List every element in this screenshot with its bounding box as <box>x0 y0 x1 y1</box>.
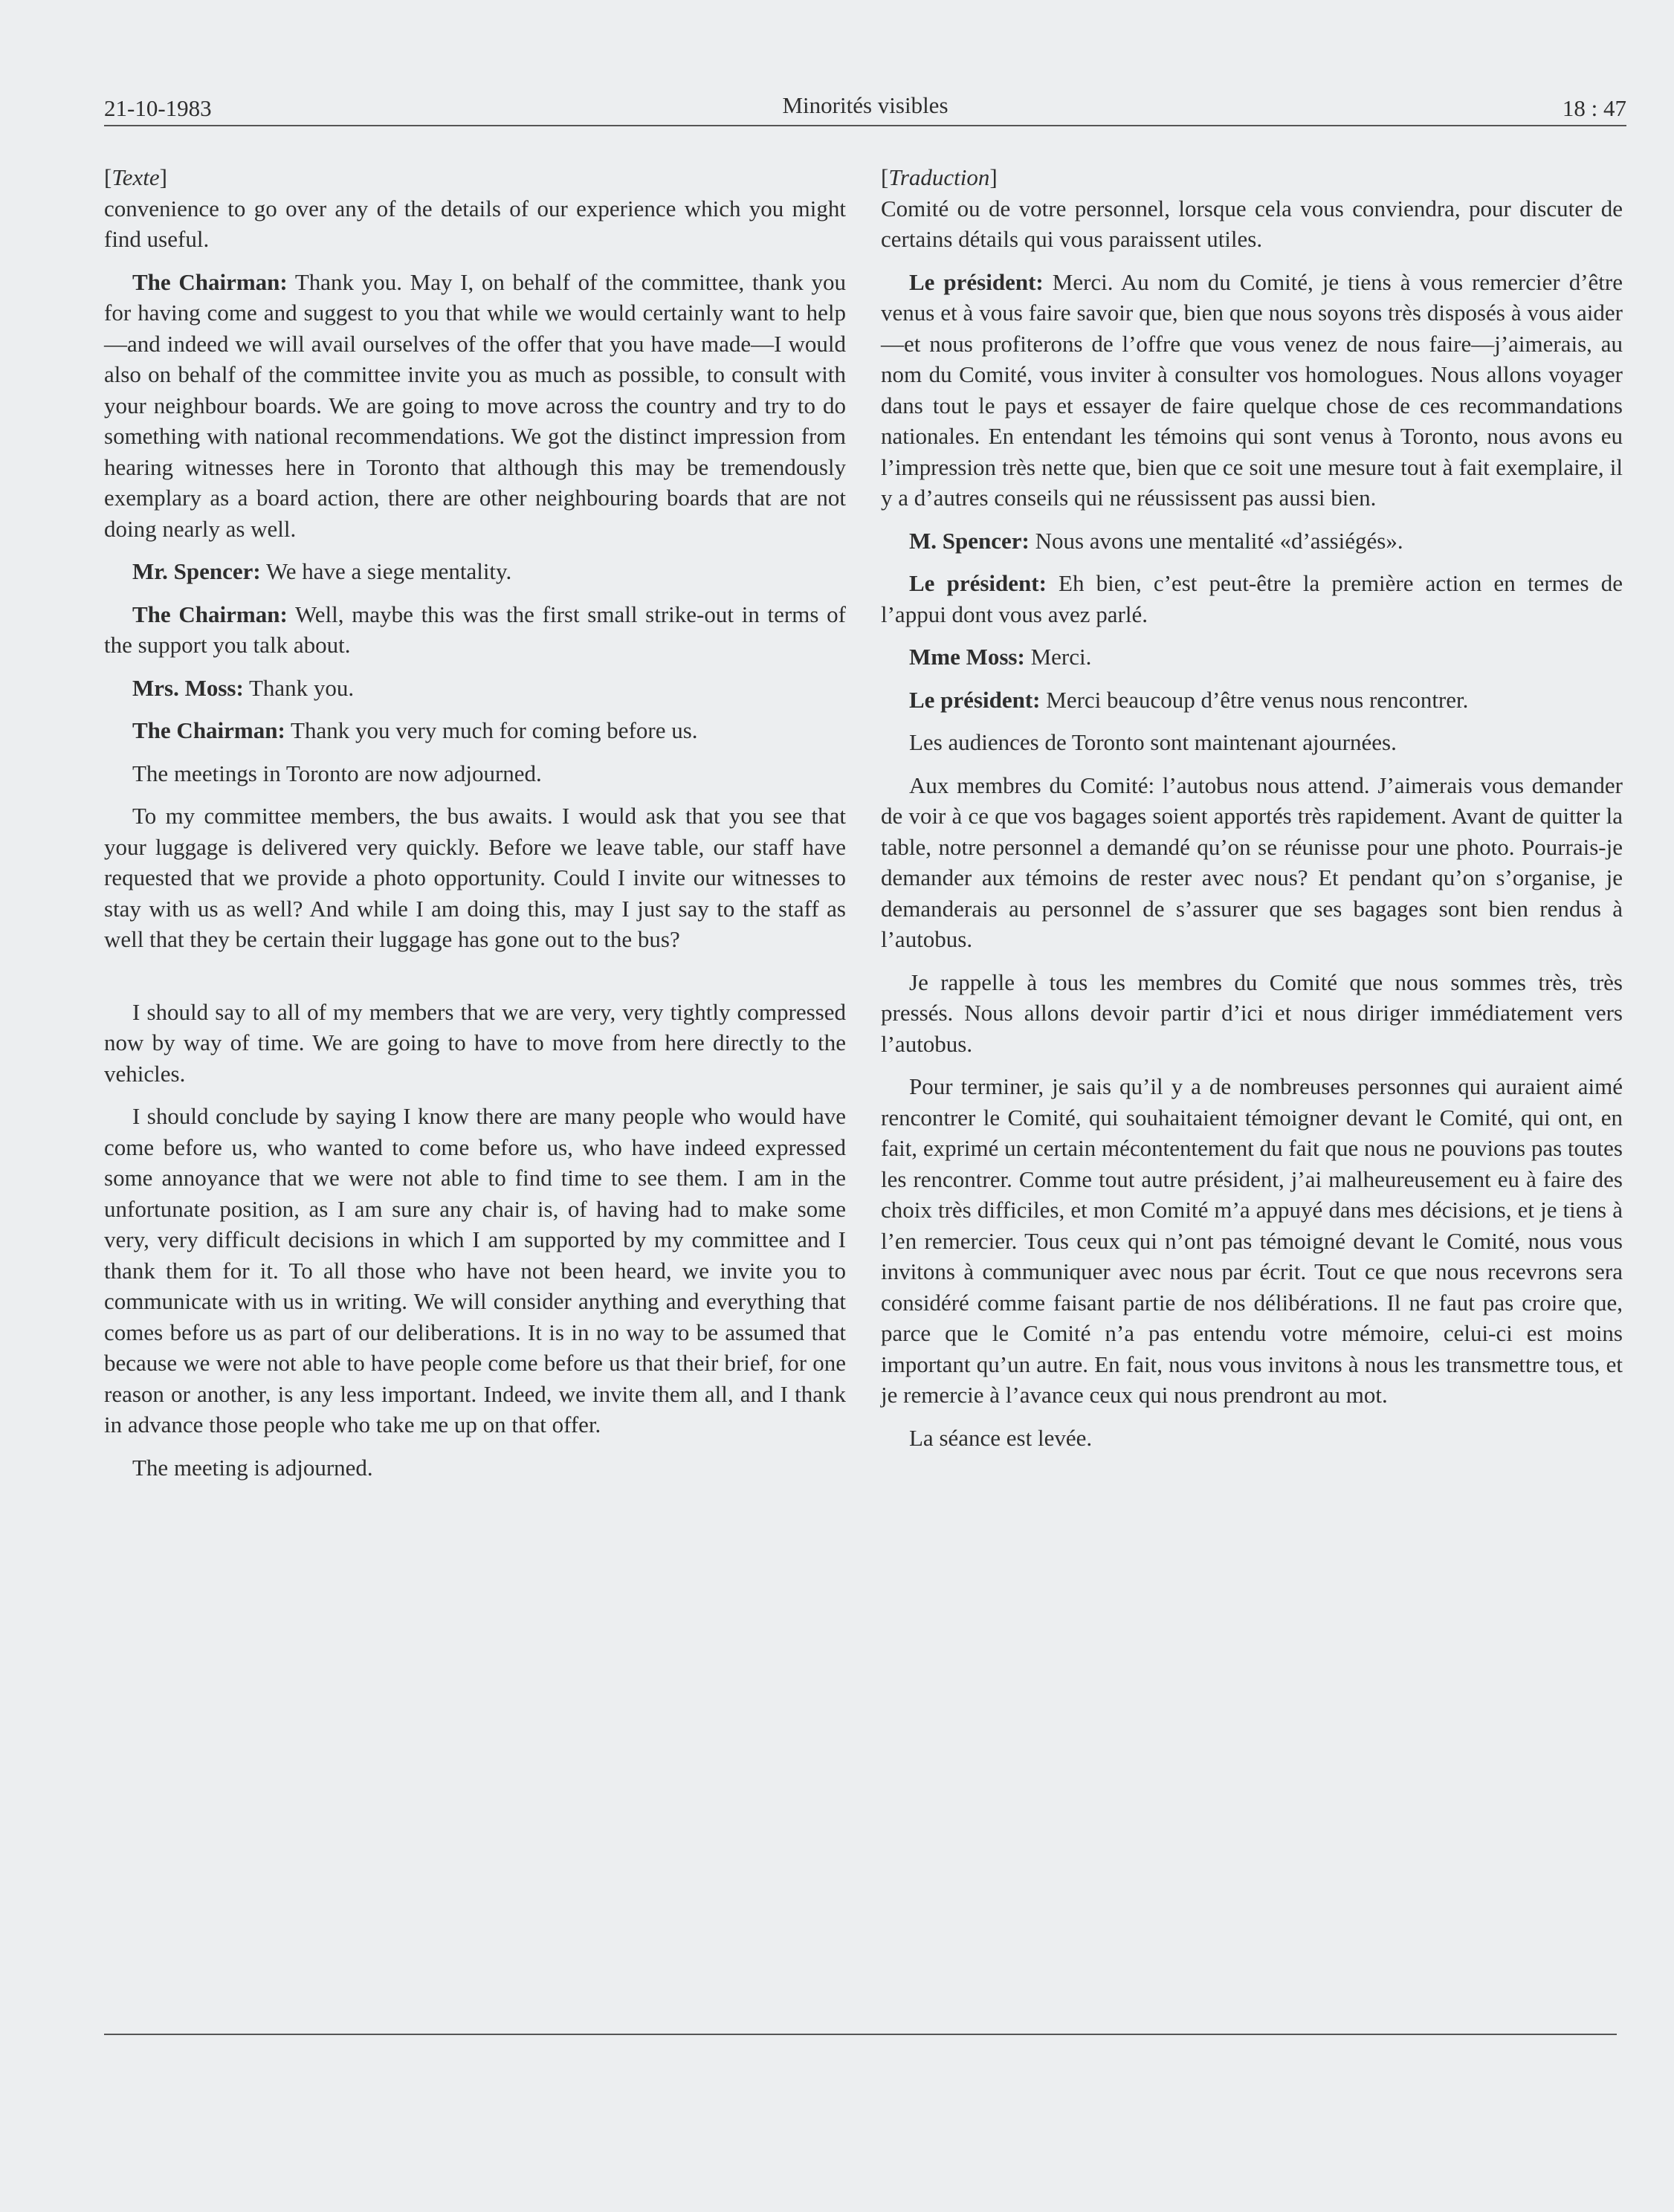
paragraph: Le président: Eh bien, c’est peut-être la première action en termes de l’appui dont vous avez parlé. <box>881 570 1623 627</box>
paragraph: convenience to go over any of the details of our experience which you might find useful. <box>104 195 846 252</box>
speaker-name: Mrs. Moss: <box>132 674 244 701</box>
language-marker: [Traduction] <box>881 164 998 190</box>
english-column <box>104 162 846 1495</box>
paragraph: M. Spencer: Nous avons une mentalité «d’assiégés». <box>909 527 1403 554</box>
footer-divider <box>104 2034 1617 2035</box>
speaker-name: Mme Moss: <box>909 644 1025 670</box>
paragraph: The Chairman: Well, maybe this was the first small strike-out in terms of the support you talk about. <box>104 601 846 658</box>
paragraph: I should say to all of my members that we are very, very tightly compressed now by way of time. We are going to have to move from here directly to the vehicles. <box>104 998 846 1087</box>
header-date: 21-10-1983 <box>104 95 212 121</box>
speaker-name: Le président: <box>909 570 1047 596</box>
speaker-name: Mr. Spencer: <box>132 558 261 584</box>
paragraph: The Chairman: Thank you. May I, on behalf of the committee, thank you for having come and suggest to you that while we would certainly want to help—and indeed we will avail ourselves of the offer that you have made—I would also on behalf of the committee invite you as much as possible, to consult with your neighbour boards. We are going to move across the country and try to do something with national recommendations. We got the distinct impression from hearing witnesses here in Toronto that although this may be tremendously exemplary as a board action, there are other neighbouring boards that are not doing nearly as well. <box>104 268 846 542</box>
header-page-number: 18 : 47 <box>1562 95 1626 121</box>
paragraph: Mr. Spencer: We have a siege mentality. <box>132 558 512 584</box>
page-header <box>104 88 1626 126</box>
paragraph: The Chairman: Thank you very much for coming before us. <box>132 717 698 743</box>
paragraph: Pour terminer, je sais qu’il y a de nombreuses personnes qui auraient aimé rencontrer le Comité, qui souhaitaient témoigner devant le Comité, qui ont, en fait, exprimé un certain mécontentement du fait que nous ne pouvions pas toutes les rencontrer. Comme tout autre président, j’ai malheureusement eu à faire des choix très difficiles, et mon Comité m’a appuyé dans mes décisions, et je tiens à l’en remercier. Tous ceux qui n’ont pas témoigné devant le Comité, nous vous invitons à communiquer avec nous par écrit. Tout ce que nous recevrons sera considéré comme faisant partie de nos délibérations. Il ne faut pas croire que, parce que le Comité n’a pas entendu votre mémoire, celui-ci est moins important qu’un autre. En fait, nous vous invitons à nous les transmettre tous, et je remercie à l’avance ceux qui nous prendront au mot. <box>881 1073 1623 1408</box>
paragraph: Comité ou de votre personnel, lorsque cela vous conviendra, pour discuter de certains détails qui vous paraissent utiles. <box>881 195 1623 252</box>
speaker-name: The Chairman: <box>132 601 288 627</box>
speaker-name: The Chairman: <box>132 268 288 295</box>
language-marker: [Texte] <box>104 164 167 190</box>
speaker-name: Le président: <box>909 686 1041 713</box>
paragraph: To my committee members, the bus awaits. I would ask that you see that your luggage is delivered very quickly. Before we leave table, our staff have requested that we provide a photo opportunity. Could I invite our witnesses to stay with us as well? And while I am doing this, may I just say to the staff as well that they be certain their luggage has gone out to the bus? <box>104 803 846 952</box>
paragraph: Le président: Merci beaucoup d’être venus nous rencontrer. <box>909 686 1469 713</box>
paragraph: Je rappelle à tous les membres du Comité que nous sommes très, très pressés. Nous allons devoir partir d’ici et nous diriger immédiatement vers l’autobus. <box>881 968 1623 1057</box>
paragraph: Mrs. Moss: Thank you. <box>132 674 355 701</box>
speaker-name: Le président: <box>909 268 1044 295</box>
speaker-name: The Chairman: <box>132 717 285 743</box>
paragraph: Mme Moss: Merci. <box>909 644 1092 670</box>
speaker-name: M. Spencer: <box>909 527 1030 554</box>
paragraph: The meeting is adjourned. <box>132 1454 373 1481</box>
paragraph: Les audiences de Toronto sont maintenant ajournées. <box>909 729 1397 755</box>
paragraph: La séance est levée. <box>909 1424 1093 1451</box>
paragraph: The meetings in Toronto are now adjourned. <box>132 760 542 786</box>
paragraph: Le président: Merci. Au nom du Comité, je tiens à vous remercier d’être venus et à vous faire savoir que, bien que nous soyons très disposés à vous aider—et nous profiterons de l’offre que vous venez de nous faire—j’aimerais, au nom du Comité, vous inviter à consulter vos homologues. Nous allons voyager dans tout le pays et essayer de faire quelque chose de ces recommandations nationales. En entendant les témoins qui sont venus à Toronto, nous avons eu l’impression très nette que, bien que ce soit une mesure tout à fait exemplaire, il y a d’autres conseils qui ne réussissent pas aussi bien. <box>881 268 1623 511</box>
header-title: Minorités visibles <box>782 92 949 118</box>
french-column <box>881 162 1623 1465</box>
paragraph: Aux membres du Comité: l’autobus nous attend. J’aimerais vous demander de voir à ce que vos bagages soient apportés très rapidement. Avant de quitter la table, notre personnel a demandé qu’on se réunisse pour une photo. Pourrais-je demander aux témoins de rester avec nous? Et pendant qu’on s’organise, je demanderais au personnel de s’assurer que ses bagages sont bien rendus à l’autobus. <box>881 772 1623 952</box>
paragraph: I should conclude by saying I know there are many people who would have come before us, who wanted to come before us, who have indeed expressed some annoyance that we were not able to find time to see them. I am in the unfortunate position, as I am sure any chair is, of having had to make some very, very difficult decisions in which I am supported by my committee and I thank them for it. To all those who have not been heard, we invite you to communicate with us in writing. We will consider anything and everything that comes before us as part of our deliberations. It is in no way to be assumed that because we were not able to have people come before us that their brief, for one reason or another, is any less important. Indeed, we invite them all, and I thank in advance those people who take me up on that offer. <box>104 1103 846 1438</box>
